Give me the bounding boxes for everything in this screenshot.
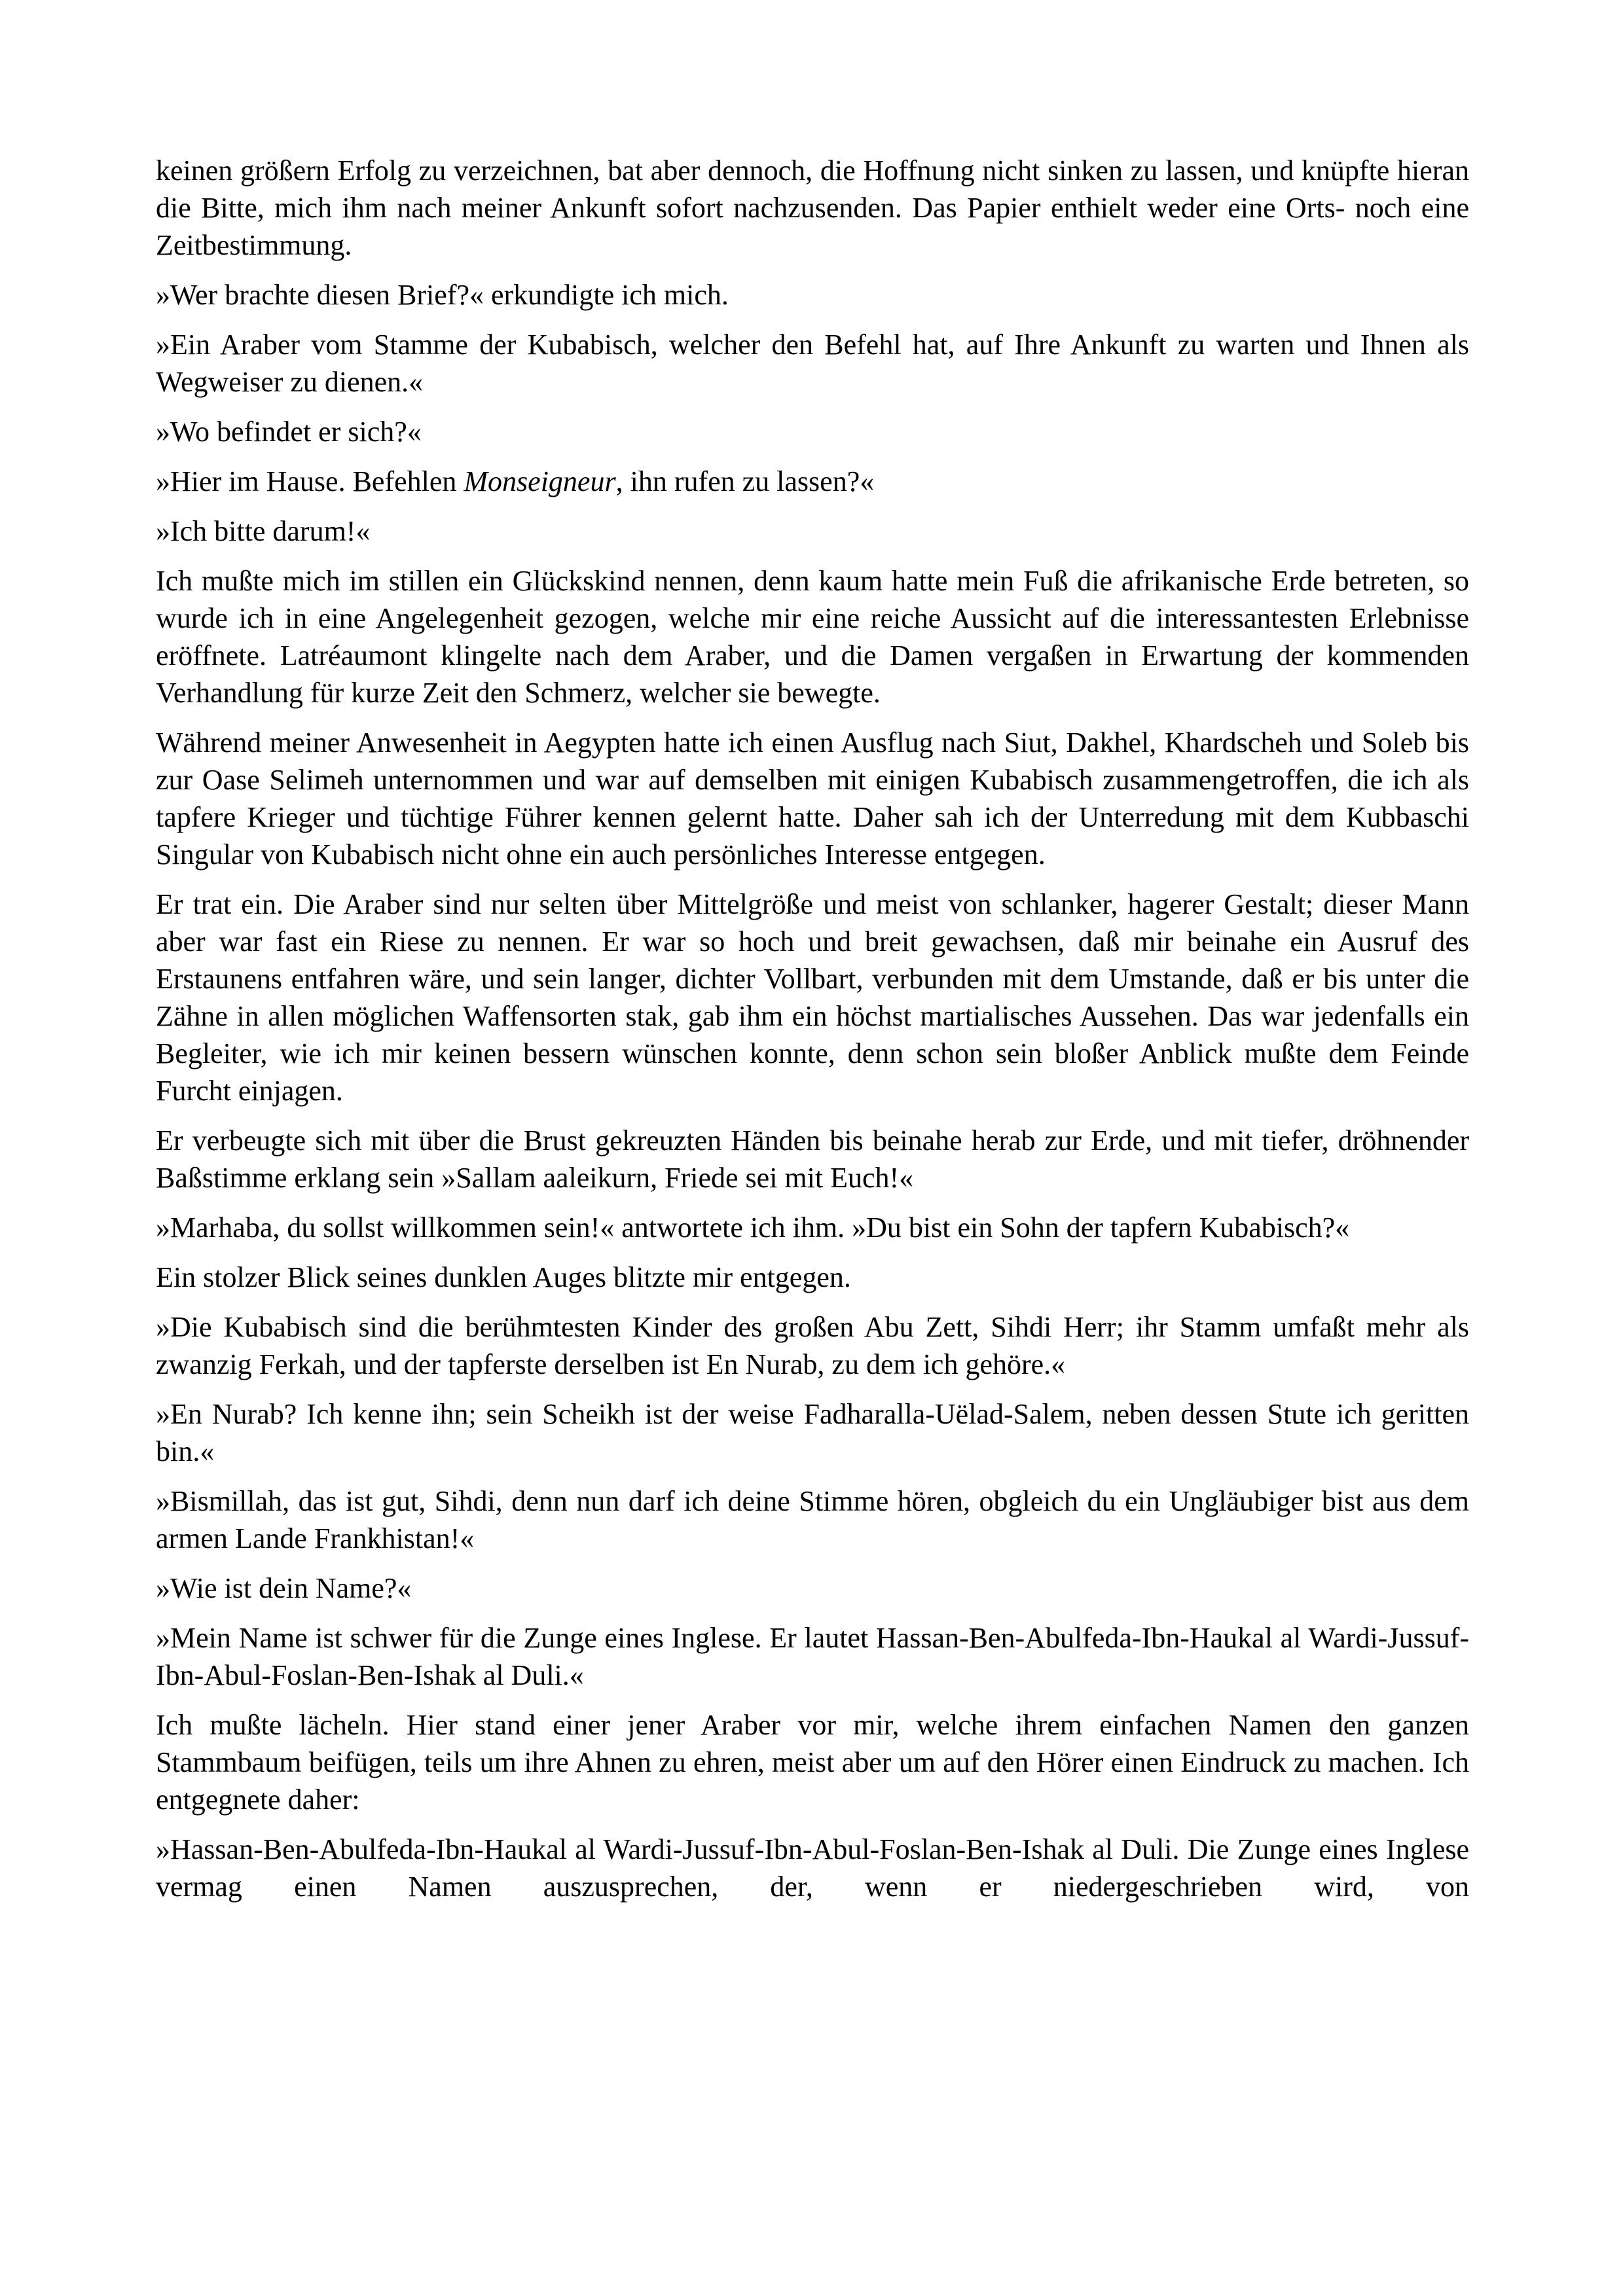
paragraph-15: »Bismillah, das ist gut, Sihdi, denn nun darf ich deine Stimme hören, obgleich du ein Ungläubiger bist aus dem armen Lande Frankhistan!« (156, 1485, 1469, 1554)
paragraph-5 (156, 463, 1469, 500)
paragraph-14: »En Nurab? Ich kenne ihn; sein Scheikh ist der weise Fadharalla-Uëlad-Salem, neben dessen Stute ich geritten bin.« (156, 1398, 1469, 1467)
paragraph-16: »Wie ist dein Name?« (156, 1572, 412, 1604)
paragraph-2: »Wer brachte diesen Brief?« erkundigte ich mich. (156, 279, 729, 311)
paragraph-5-part-1: »Hier im Hause. Befehlen (156, 465, 464, 497)
paragraph-8: Während meiner Anwesenheit in Aegypten hatte ich einen Ausflug nach Siut, Dakhel, Khardscheh und Soleb bis zur Oase Selimeh unternommen und war auf demselben mit einigen Kubabisch zusammengetroffen, die ich als tapfere Krieger und tüchtige Führer kennen gelernt hatte. Daher sah ich der Unterredung mit dem Kubbaschi Singular von Kubabisch nicht ohne ein auch persönliches Interesse entgegen. (156, 726, 1469, 870)
paragraph-12: Ein stolzer Blick seines dunklen Auges blitzte mir entgegen. (156, 1261, 851, 1293)
paragraph-5-part-2: , ihn rufen zu lassen?« (615, 465, 875, 497)
paragraph-3: »Ein Araber vom Stamme der Kubabisch, welcher den Befehl hat, auf Ihre Ankunft zu warten und Ihnen als Wegweiser zu dienen.« (156, 329, 1469, 398)
paragraph-4: »Wo befindet er sich?« (156, 416, 422, 448)
paragraph-17: »Mein Name ist schwer für die Zunge eines Inglese. Er lautet Hassan-Ben-Abulfeda-Ibn-Haukal al Wardi-Jussuf-Ibn-Abul-Foslan-Ben-Ishak al Duli.« (156, 1622, 1469, 1691)
paragraph-9: Er trat ein. Die Araber sind nur selten über Mittelgröße und meist von schlanker, hagerer Gestalt; dieser Mann aber war fast ein Riese zu nennen. Er war so hoch und breit gewachsen, daß mir beinahe ein Ausruf des Erstaunens entfahren wäre, und sein langer, dichter Vollbart, verbunden mit dem Umstande, daß er bis unter die Zähne in allen möglichen Waffensorten stak, gab ihm ein höchst martialisches Aussehen. Das war jedenfalls ein Begleiter, wie ich mir keinen bessern wünschen konnte, denn schon sein bloßer Anblick mußte dem Feinde Furcht einjagen. (156, 888, 1469, 1107)
paragraph-7: Ich mußte mich im stillen ein Glückskind nennen, denn kaum hatte mein Fuß die afrikanische Erde betreten, so wurde ich in eine Angelegenheit gezogen, welche mir eine reiche Aussicht auf die interessantesten Erlebnisse eröffnete. Latréaumont klingelte nach dem Araber, und die Damen vergaßen in Erwartung der kommenden Verhandlung für kurze Zeit den Schmerz, welcher sie bewegte. (156, 565, 1469, 709)
body-text (156, 152, 1469, 1905)
paragraph-19: »Hassan-Ben-Abulfeda-Ibn-Haukal al Wardi-Jussuf-Ibn-Abul-Foslan-Ben-Ishak al Duli. Die Zunge eines Inglese vermag einen Namen auszusprechen, der, wenn er niedergeschrieben wird, von (156, 1833, 1469, 1903)
paragraph-6: »Ich bitte darum!« (156, 515, 371, 547)
paragraph-10: Er verbeugte sich mit über die Brust gekreuzten Händen bis beinahe herab zur Erde, und mit tiefer, dröhnender Baßstimme erklang sein »Sallam aaleikurn, Friede sei mit Euch!« (156, 1124, 1469, 1194)
paragraph-11: »Marhaba, du sollst willkommen sein!« antwortete ich ihm. »Du bist ein Sohn der tapfern Kubabisch?« (156, 1211, 1350, 1244)
paragraph-1: keinen größern Erfolg zu verzeichnen, bat aber dennoch, die Hoffnung nicht sinken zu lassen, und knüpfte hieran die Bitte, mich ihm nach meiner Ankunft sofort nachzusenden. Das Papier enthielt weder eine Orts- noch eine Zeitbestimmung. (156, 154, 1469, 261)
paragraph-18: Ich mußte lächeln. Hier stand einer jener Araber vor mir, welche ihrem einfachen Namen den ganzen Stammbaum beifügen, teils um ihre Ahnen zu ehren, meist aber um auf den Hörer einen Eindruck zu machen. Ich entgegnete daher: (156, 1709, 1469, 1816)
paragraph-13: »Die Kubabisch sind die berühmtesten Kinder des großen Abu Zett, Sihdi Herr; ihr Stamm umfaßt mehr als zwanzig Ferkah, und der tapferste derselben ist En Nurab, zu dem ich gehöre.« (156, 1311, 1469, 1380)
paragraph-5-italic: Monseigneur (464, 465, 616, 497)
